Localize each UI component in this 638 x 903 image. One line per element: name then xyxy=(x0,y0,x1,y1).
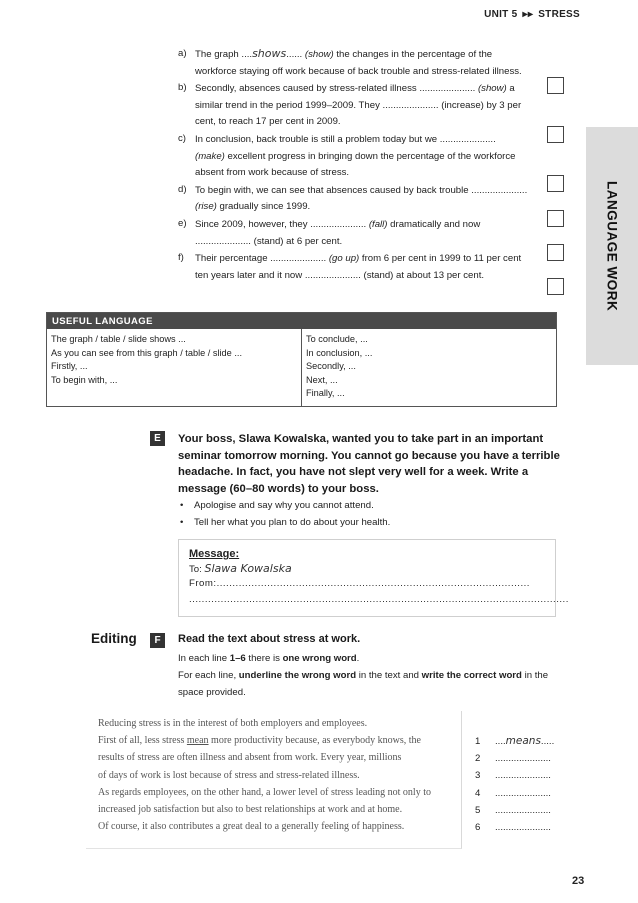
reading-pre: increased job satisfaction but also to best relationships at work and at home. xyxy=(98,804,403,816)
reading-post: more productivity because, as everybody knows, the xyxy=(208,735,421,747)
reading-pre: results of stress are often illness and absent from work. Every year, millions xyxy=(98,752,402,764)
list-item xyxy=(178,250,528,284)
answer-number: 3 xyxy=(475,770,481,782)
message-to-label: To: xyxy=(189,564,202,575)
list-item xyxy=(178,216,528,250)
answer-line[interactable] xyxy=(475,767,585,784)
reading-line xyxy=(98,801,461,818)
message-to-value: Slawa Kowalska xyxy=(204,562,292,575)
useful-language-right-column xyxy=(302,329,556,406)
message-box: Message: To: Slawa Kowalska From:................................................................................................... ........................................................................................................................ xyxy=(178,539,556,617)
item-verb: (rise) xyxy=(195,201,217,213)
reading-line xyxy=(98,749,461,766)
list-item: • Tell her what you plan to do about your health. xyxy=(180,517,391,528)
double-arrow-icon: ▸▸ xyxy=(522,9,534,20)
item-pre: In conclusion, back trouble is still a problem today but we ..................... xyxy=(195,133,496,145)
answer-value xyxy=(495,802,551,819)
phrase: As you can see from this graph / table / slide ... xyxy=(51,347,242,358)
phrase: Secondly, ... xyxy=(306,361,356,371)
answer-line[interactable] xyxy=(475,750,585,767)
item-text xyxy=(195,46,528,80)
answer-dots: ..................... xyxy=(495,822,551,834)
phrase: The graph / table / slide shows ... xyxy=(51,334,186,344)
answer-line[interactable] xyxy=(475,819,585,836)
item-rest: excellent progress in bringing down the percentage of the workforce absent from work because of stress. xyxy=(195,150,516,179)
message-writing-line[interactable]: ........................................................................................................................ xyxy=(189,594,569,605)
item-verb: (fall) xyxy=(368,218,388,230)
answer-dots: ..................... xyxy=(495,770,551,782)
answer-number: 6 xyxy=(475,822,481,834)
item-verb: (go up) xyxy=(328,253,360,265)
answer-value xyxy=(495,767,551,784)
answer-number: 5 xyxy=(475,804,481,816)
unit-header xyxy=(484,9,580,20)
page-number: 23 xyxy=(572,875,585,887)
task-f-instructions: In each line 1–6 there is one wrong word. For each line, underline the wrong word in the text and write the correct word in the space provided. xyxy=(178,653,549,698)
answer-dots: .... xyxy=(495,736,506,747)
reading-pre: Of course, it also contributes a great deal to a generally feeling of happiness. xyxy=(98,821,405,833)
message-from-dots: ................................................................................................... xyxy=(216,578,530,589)
answer-checkbox[interactable] xyxy=(547,175,564,192)
list-item xyxy=(178,46,528,80)
message-from-line[interactable] xyxy=(189,577,545,591)
answer-dots: ..... xyxy=(540,736,555,747)
item-letter: f) xyxy=(178,252,184,264)
item-verb: (make) xyxy=(195,150,225,162)
answer-value xyxy=(495,750,551,767)
message-to-line xyxy=(189,562,545,577)
unit-title: STRESS xyxy=(538,9,580,20)
reading-text xyxy=(86,711,462,849)
answer-checkbox[interactable] xyxy=(547,210,564,227)
unit-number: UNIT 5 xyxy=(484,9,518,20)
section-f-badge: F xyxy=(150,633,165,648)
answer-line[interactable] xyxy=(475,785,585,802)
answer-checkbox[interactable] xyxy=(547,278,564,295)
section-e-badge: E xyxy=(150,431,165,446)
answer-number: 2 xyxy=(475,753,481,765)
item-letter: a) xyxy=(178,48,187,59)
reading-pre: As regards employees, on the other hand, a lower level of stress leading not only to xyxy=(98,786,431,798)
answer-line[interactable] xyxy=(475,802,585,819)
phrase: Finally, ... xyxy=(306,388,345,398)
answer-value xyxy=(495,785,551,802)
editing-section-label: Editing xyxy=(91,631,137,646)
list-item: • Apologise and say why you cannot attend. xyxy=(180,500,374,511)
answer-checkbox[interactable] xyxy=(547,244,564,261)
answer-checkbox[interactable] xyxy=(547,126,564,143)
phrase: Next, ... xyxy=(306,374,338,385)
reading-line xyxy=(98,784,461,801)
useful-language-left-column xyxy=(47,329,302,406)
answer-checkbox[interactable] xyxy=(547,77,564,94)
phrase: Firstly, ... xyxy=(51,361,88,371)
item-letter: e) xyxy=(178,217,187,229)
item-pre: Secondly, absences caused by stress-related illness ..................... xyxy=(195,83,478,95)
phrase: In conclusion, ... xyxy=(306,347,373,358)
task-e-bullets xyxy=(178,497,538,531)
item-post: ...... xyxy=(286,49,305,60)
item-pre: To begin with, we can see that absences caused by back trouble ..................... xyxy=(195,184,528,196)
list-item xyxy=(178,131,528,182)
reading-line xyxy=(98,818,461,835)
item-rest: gradually since 1999. xyxy=(216,201,311,213)
item-letter: d) xyxy=(178,183,187,195)
reading-line xyxy=(98,767,461,784)
answer-dots: ..................... xyxy=(495,753,551,765)
reading-pre: of days of work is lost because of stress and stress-related illness. xyxy=(98,769,360,781)
answer-line[interactable] xyxy=(475,733,585,750)
useful-language-box xyxy=(46,312,557,407)
answer-value xyxy=(495,733,554,750)
reading-pre: First of all, less stress xyxy=(98,735,187,747)
message-title: Message xyxy=(189,548,236,560)
reading-pre: Reducing stress is in the interest of both employers and employees. xyxy=(98,718,368,729)
underlined-word: mean xyxy=(186,735,209,747)
phrase: To begin with, ... xyxy=(51,374,118,385)
list-item xyxy=(178,80,528,131)
handwritten-answer: means xyxy=(505,735,541,747)
side-tab-label: LANGUAGE WORK xyxy=(604,180,620,312)
item-verb: (show) xyxy=(304,49,334,60)
list-item xyxy=(178,182,528,216)
answer-value xyxy=(495,819,551,836)
item-text xyxy=(195,80,528,131)
item-text xyxy=(195,131,528,182)
message-from-label: From: xyxy=(189,578,217,589)
item-pre: The graph .... xyxy=(195,49,253,60)
reading-line xyxy=(98,715,461,732)
answer-dots: ..................... xyxy=(495,787,551,799)
item-letter: b) xyxy=(178,82,187,94)
item-verb: (show) xyxy=(477,83,507,95)
item-text xyxy=(195,182,528,216)
item-letter: c) xyxy=(178,132,186,144)
item-rest: the changes in the percentage of the workforce staying off work because of back trouble and stress-related illness. xyxy=(195,49,522,77)
item-rest: a similar trend in the period 1999–2009. They ..................... (increase) by 3 per cent, to reach 17 per cent in 2009. xyxy=(195,83,522,128)
task-f-instruction: Read the text about stress at work. xyxy=(178,633,361,645)
task-e-instruction: Your boss, Slawa Kowalska, wanted you to take part in an important seminar tomorrow morning. You cannot go because you have a terrible headache. In fact, you have not slept very well for a week. Write a message (60–80 words) to your boss. xyxy=(178,433,560,495)
item-rest: from 6 per cent in 1999 to 11 per cent ten years later and it now ..................... (stand) at about 13 per cent. xyxy=(195,253,522,281)
exercise-list xyxy=(178,46,528,284)
item-pre: Their percentage ..................... xyxy=(195,253,329,265)
item-rest: dramatically and now ..................... (stand) at 6 per cent. xyxy=(195,218,481,247)
answer-number: 1 xyxy=(475,736,481,747)
item-pre: Since 2009, however, they ..................... xyxy=(195,218,369,230)
item-text xyxy=(195,250,528,284)
item-text xyxy=(195,216,528,250)
useful-language-title: USEFUL LANGUAGE xyxy=(47,313,556,329)
handwritten-answer: shows xyxy=(252,47,287,60)
answer-list xyxy=(475,733,585,836)
answer-dots: ..................... xyxy=(495,804,551,816)
reading-line xyxy=(98,732,461,749)
phrase: To conclude, ... xyxy=(306,334,368,344)
answer-number: 4 xyxy=(475,787,481,799)
